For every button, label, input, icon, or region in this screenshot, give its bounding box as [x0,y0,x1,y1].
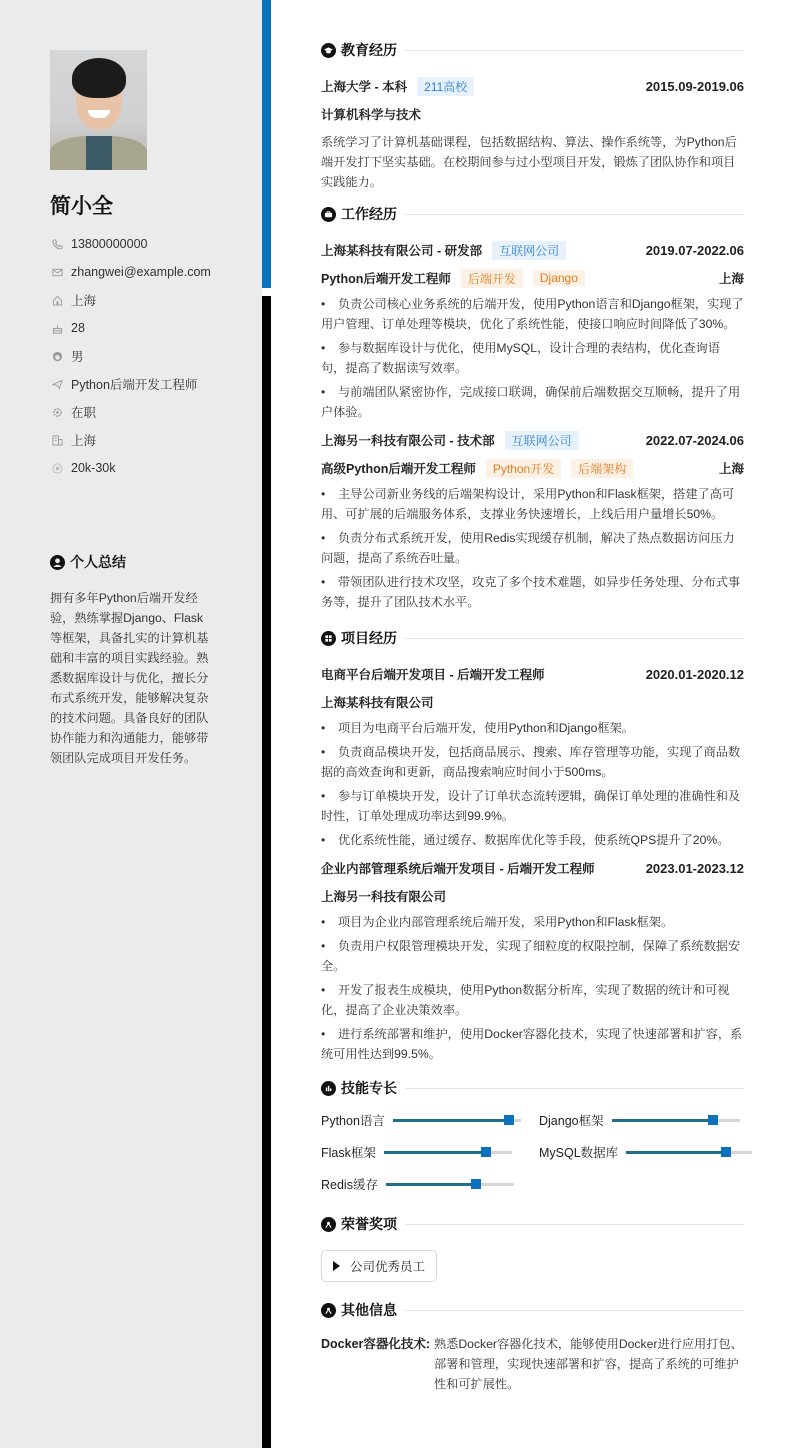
education-date: 2015.09-2019.06 [645,78,744,94]
education-row [321,72,744,100]
major-row [321,100,744,128]
grid-icon [321,631,336,646]
bar-chart-icon [321,1081,336,1096]
role-tag: 后端开发 [461,269,523,288]
role-tag: 后端架构 [571,459,633,478]
project-bullet: • 开发了报表生成模块，使用Python数据分析库，实现了数据的统计和可视化，提高了企业决策效率。 [321,983,730,1017]
slider-handle[interactable] [481,1147,491,1157]
section-awards-heading: 荣誉奖项 [321,1212,744,1236]
building-icon [50,433,64,447]
project-bullet: • 优化系统性能，通过缓存、数据库优化等手段，使系统QPS提升了20%。 [321,833,730,847]
project-name: 企业内部管理系统后端开发项目 - 后端开发工程师 [321,862,595,876]
company-name: 上海另一科技有限公司 - 技术部 [321,434,495,448]
info-salary: 20k-30k [50,454,211,482]
section-projects-heading: 项目经历 [321,626,744,650]
project-date: 2023.01-2023.12 [645,860,744,876]
job-bullet: • 参与数据库设计与优化，使用MySQL，设计合理的表结构，优化查询语句，提高了数据读写效率。 [321,341,720,375]
cake-icon [50,321,64,335]
section-divider [405,1310,744,1311]
job-entry [321,236,744,422]
skill-item: Flask框架 [321,1142,531,1162]
skill-slider[interactable] [612,1119,740,1122]
mail-icon [50,265,64,279]
section-divider [405,1088,744,1089]
role-tag: Django [533,270,585,286]
company-tag: 互联网公司 [505,431,579,450]
briefcase-icon [321,207,336,222]
company-tag: 互联网公司 [492,241,566,260]
info-status: 在职 [50,398,211,426]
info-phone: 13800000000 [50,230,211,258]
section-education-heading: 教育经历 [321,38,744,62]
info-position: Python后端开发工程师 [50,370,211,398]
award-icon [321,1217,336,1232]
contact-info-list [50,230,211,482]
job-role: Python后端开发工程师 [321,272,451,286]
project-bullet: • 进行系统部署和维护，使用Docker容器化技术，实现了快速部署和扩容，系统可用性达到99.5%。 [321,1027,743,1061]
info-badge-icon [321,1303,336,1318]
job-date: 2019.07-2022.06 [645,242,744,258]
info-email: zhangwei@example.com [50,258,211,286]
section-divider [405,638,744,639]
play-triangle-icon [333,1261,340,1271]
company-name: 上海某科技有限公司 - 研发部 [321,244,483,258]
skill-item: MySQL数据库 [539,1142,752,1162]
project-name: 电商平台后端开发项目 - 后端开发工程师 [321,668,545,682]
project-entry [321,854,744,1064]
school-name: 上海大学 - 本科 [321,80,408,94]
info-city: 上海 [50,286,211,314]
school-tag: 211高校 [417,77,474,96]
slider-handle[interactable] [471,1179,481,1189]
education-desc: 系统学习了计算机基础课程，包括数据结构、算法、操作系统等，为Python后端开发打下坚实基础。在校期间参与过小型项目开发，锻炼了团队协作和项目实践能力。 [321,135,737,189]
job-role: 高级Python后端开发工程师 [321,462,476,476]
home-icon [50,293,64,307]
accent-bar-black [262,296,271,1448]
main-content [321,38,744,1394]
section-work-heading: 工作经历 [321,202,744,226]
project-entry [321,660,744,850]
skill-slider[interactable] [386,1183,514,1186]
project-bullet: • 负责用户权限管理模块开发，实现了细粒度的权限控制，保障了系统数据安全。 [321,939,741,973]
summary-heading: 个人总结 [50,552,126,572]
job-bullet: • 负责公司核心业务系统的后端开发，使用Python语言和Django框架，实现了用户管理、订单处理等模块，优化了系统性能，使接口响应时间降低了30%。 [321,297,744,331]
info-age: 28 [50,314,211,342]
project-company: 上海某科技有限公司 [321,696,434,710]
slider-handle[interactable] [708,1115,718,1125]
skill-slider[interactable] [626,1151,752,1154]
award-item[interactable]: 公司优秀员工 [321,1250,437,1282]
section-divider [405,50,744,51]
info-work-city: 上海 [50,426,211,454]
role-tag: Python开发 [486,459,561,478]
slider-handle[interactable] [504,1115,514,1125]
skills-grid [321,1110,744,1194]
avatar-photo [50,50,147,170]
section-skills-heading: 技能专长 [321,1076,744,1100]
summary-text: 拥有多年Python后端开发经验，熟练掌握Django、Flask等框架，具备扎实的计算机基础和丰富的项目实践经验。熟悉数据库设计与优化，擅长分布式系统开发，能够解决复杂的技术问题。具备良好的团队协作能力和沟通能力，能够带领团队完成项目开发任务。 [50,591,209,765]
project-bullet: • 负责商品模块开发，包括商品展示、搜索、库存管理等功能，实现了商品数据的高效查询和更新，商品搜索响应时间小于500ms。 [321,745,741,779]
slider-handle[interactable] [721,1147,731,1157]
section-divider [405,214,744,215]
project-company: 上海另一科技有限公司 [321,890,447,904]
project-bullet: • 参与订单模块开发，设计了订单状态流转逻辑，确保订单处理的准确性和及时性，订单处理成功率达到99.9%。 [321,789,741,823]
info-gender: 男 [50,342,211,370]
gender-icon [50,349,64,363]
graduation-cap-icon [321,43,336,58]
accent-bar-blue [262,0,271,288]
skill-item: Redis缓存 [321,1174,531,1194]
send-icon [50,377,64,391]
job-date: 2022.07-2024.06 [645,432,744,448]
skill-item: Python语言 [321,1110,531,1130]
job-bullet: • 与前端团队紧密协作，完成接口联调，确保前后端数据交互顺畅，提升了用户体验。 [321,385,741,419]
profile-name: 简小全 [50,195,113,218]
job-bullet: • 主导公司新业务线的后端架构设计，采用Python和Flask框架，搭建了高可用、可扩展的后端服务体系，支撑业务快速增长，上线后用户量增长50%。 [321,487,735,521]
status-icon [50,405,64,419]
major: 计算机科学与技术 [321,108,422,122]
job-location: 上海 [718,272,744,286]
other-info-item [321,1334,744,1394]
section-other-heading: 其他信息 [321,1298,744,1322]
job-bullet: • 负责分布式系统开发，使用Redis实现缓存机制，解决了热点数据访问压力问题，提高了系统吞吐量。 [321,531,735,565]
phone-icon [50,237,64,251]
user-circle-icon [50,555,65,570]
job-location: 上海 [718,462,744,476]
section-divider [405,1224,744,1225]
job-entry [321,426,744,612]
job-bullet: • 带领团队进行技术攻坚，攻克了多个技术难题，如异步任务处理、分布式事务等，提升了团队技术水平。 [321,575,741,609]
skill-item: Django框架 [539,1110,752,1130]
project-date: 2020.01-2020.12 [645,666,744,682]
other-info-value: 熟悉Docker容器化技术，能够使用Docker进行应用打包、部署和管理，实现快速部署和扩容，提高了系统的可维护性和可扩展性。 [434,1337,743,1391]
other-info-key: Docker容器化技术: [321,1337,431,1351]
project-bullet: • 项目为电商平台后端开发，使用Python和Django框架。 [321,721,634,735]
skill-slider[interactable] [393,1119,521,1122]
salary-icon [50,461,64,475]
skill-slider[interactable] [384,1151,512,1154]
project-bullet: • 项目为企业内部管理系统后端开发，采用Python和Flask框架。 [321,915,674,929]
